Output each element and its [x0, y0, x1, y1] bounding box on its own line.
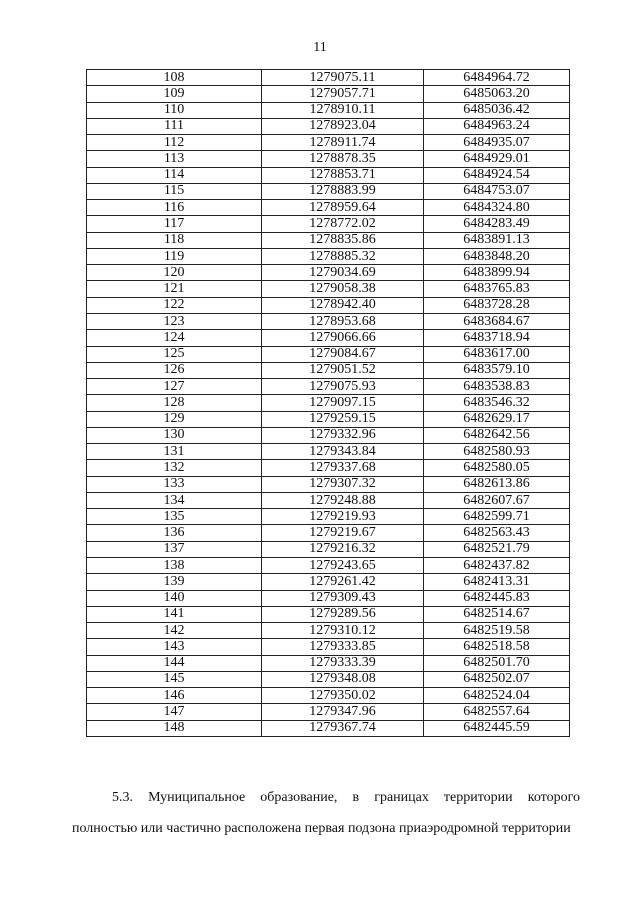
point-number-cell: 114 — [87, 167, 262, 183]
point-number-cell: 115 — [87, 183, 262, 199]
y-coordinate-cell: 6483684.67 — [423, 313, 569, 329]
y-coordinate-cell: 6482613.86 — [423, 476, 569, 492]
x-coordinate-cell: 1279367.74 — [262, 720, 424, 736]
x-coordinate-cell: 1278885.32 — [262, 248, 424, 264]
x-coordinate-cell: 1279347.96 — [262, 704, 424, 720]
x-coordinate-cell: 1279333.39 — [262, 655, 424, 671]
table-row — [87, 330, 570, 346]
coordinates-table — [86, 69, 570, 737]
point-number-cell: 112 — [87, 135, 262, 151]
y-coordinate-cell: 6482445.83 — [423, 590, 569, 606]
table-row — [87, 232, 570, 248]
table-row — [87, 248, 570, 264]
point-number-cell: 125 — [87, 346, 262, 362]
point-number-cell: 130 — [87, 427, 262, 443]
x-coordinate-cell: 1279248.88 — [262, 492, 424, 508]
y-coordinate-cell: 6482437.82 — [423, 557, 569, 573]
y-coordinate-cell: 6482642.56 — [423, 427, 569, 443]
x-coordinate-cell: 1278835.86 — [262, 232, 424, 248]
point-number-cell: 142 — [87, 623, 262, 639]
y-coordinate-cell: 6483728.28 — [423, 297, 569, 313]
x-coordinate-cell: 1278910.11 — [262, 102, 424, 118]
y-coordinate-cell: 6484283.49 — [423, 216, 569, 232]
table-row — [87, 167, 570, 183]
x-coordinate-cell: 1279307.32 — [262, 476, 424, 492]
y-coordinate-cell: 6484964.72 — [423, 70, 569, 86]
table-row — [87, 557, 570, 573]
table-row — [87, 541, 570, 557]
coordinates-table-body — [87, 70, 570, 737]
point-number-cell: 123 — [87, 313, 262, 329]
point-number-cell: 141 — [87, 606, 262, 622]
x-coordinate-cell: 1279219.93 — [262, 509, 424, 525]
point-number-cell: 111 — [87, 118, 262, 134]
table-row — [87, 509, 570, 525]
point-number-cell: 136 — [87, 525, 262, 541]
table-row — [87, 411, 570, 427]
y-coordinate-cell: 6482502.07 — [423, 671, 569, 687]
y-coordinate-cell: 6482518.58 — [423, 639, 569, 655]
y-coordinate-cell: 6484924.54 — [423, 167, 569, 183]
table-row — [87, 102, 570, 118]
x-coordinate-cell: 1278923.04 — [262, 118, 424, 134]
y-coordinate-cell: 6484324.80 — [423, 200, 569, 216]
point-number-cell: 145 — [87, 671, 262, 687]
x-coordinate-cell: 1279243.65 — [262, 557, 424, 573]
table-row — [87, 265, 570, 281]
point-number-cell: 119 — [87, 248, 262, 264]
point-number-cell: 131 — [87, 444, 262, 460]
y-coordinate-cell: 6482563.43 — [423, 525, 569, 541]
y-coordinate-cell: 6482524.04 — [423, 688, 569, 704]
point-number-cell: 122 — [87, 297, 262, 313]
x-coordinate-cell: 1279066.66 — [262, 330, 424, 346]
x-coordinate-cell: 1279348.08 — [262, 671, 424, 687]
table-row — [87, 655, 570, 671]
x-coordinate-cell: 1279051.52 — [262, 362, 424, 378]
x-coordinate-cell: 1278878.35 — [262, 151, 424, 167]
y-coordinate-cell: 6482580.05 — [423, 460, 569, 476]
table-row — [87, 492, 570, 508]
table-row — [87, 574, 570, 590]
table-row — [87, 346, 570, 362]
table-row — [87, 200, 570, 216]
x-coordinate-cell: 1279261.42 — [262, 574, 424, 590]
table-row — [87, 379, 570, 395]
x-coordinate-cell: 1278953.68 — [262, 313, 424, 329]
x-coordinate-cell: 1278911.74 — [262, 135, 424, 151]
y-coordinate-cell: 6482599.71 — [423, 509, 569, 525]
y-coordinate-cell: 6482445.59 — [423, 720, 569, 736]
x-coordinate-cell: 1278853.71 — [262, 167, 424, 183]
x-coordinate-cell: 1278772.02 — [262, 216, 424, 232]
x-coordinate-cell: 1279350.02 — [262, 688, 424, 704]
table-row — [87, 590, 570, 606]
x-coordinate-cell: 1279337.68 — [262, 460, 424, 476]
x-coordinate-cell: 1279343.84 — [262, 444, 424, 460]
x-coordinate-cell: 1279289.56 — [262, 606, 424, 622]
table-row — [87, 151, 570, 167]
x-coordinate-cell: 1279075.11 — [262, 70, 424, 86]
point-number-cell: 120 — [87, 265, 262, 281]
y-coordinate-cell: 6485036.42 — [423, 102, 569, 118]
point-number-cell: 148 — [87, 720, 262, 736]
point-number-cell: 132 — [87, 460, 262, 476]
table-row — [87, 281, 570, 297]
point-number-cell: 144 — [87, 655, 262, 671]
x-coordinate-cell: 1279057.71 — [262, 86, 424, 102]
section-5-3-paragraph-line-1: 5.3. Муниципальное образование, в границах территории которого — [112, 790, 580, 805]
x-coordinate-cell: 1278942.40 — [262, 297, 424, 313]
y-coordinate-cell: 6483718.94 — [423, 330, 569, 346]
y-coordinate-cell: 6484935.07 — [423, 135, 569, 151]
point-number-cell: 146 — [87, 688, 262, 704]
table-row — [87, 639, 570, 655]
y-coordinate-cell: 6482557.64 — [423, 704, 569, 720]
point-number-cell: 134 — [87, 492, 262, 508]
table-row — [87, 395, 570, 411]
table-row — [87, 135, 570, 151]
y-coordinate-cell: 6483848.20 — [423, 248, 569, 264]
table-row — [87, 118, 570, 134]
table-row — [87, 720, 570, 736]
table-row — [87, 86, 570, 102]
y-coordinate-cell: 6484963.24 — [423, 118, 569, 134]
x-coordinate-cell: 1279219.67 — [262, 525, 424, 541]
y-coordinate-cell: 6483765.83 — [423, 281, 569, 297]
point-number-cell: 135 — [87, 509, 262, 525]
y-coordinate-cell: 6482580.93 — [423, 444, 569, 460]
point-number-cell: 109 — [87, 86, 262, 102]
x-coordinate-cell: 1279309.43 — [262, 590, 424, 606]
table-row — [87, 70, 570, 86]
point-number-cell: 147 — [87, 704, 262, 720]
table-row — [87, 623, 570, 639]
x-coordinate-cell: 1279034.69 — [262, 265, 424, 281]
x-coordinate-cell: 1279332.96 — [262, 427, 424, 443]
x-coordinate-cell: 1279333.85 — [262, 639, 424, 655]
point-number-cell: 143 — [87, 639, 262, 655]
point-number-cell: 129 — [87, 411, 262, 427]
point-number-cell: 108 — [87, 70, 262, 86]
point-number-cell: 138 — [87, 557, 262, 573]
y-coordinate-cell: 6483617.00 — [423, 346, 569, 362]
x-coordinate-cell: 1279058.38 — [262, 281, 424, 297]
table-row — [87, 362, 570, 378]
y-coordinate-cell: 6482514.67 — [423, 606, 569, 622]
table-row — [87, 671, 570, 687]
point-number-cell: 121 — [87, 281, 262, 297]
y-coordinate-cell: 6482501.70 — [423, 655, 569, 671]
table-row — [87, 704, 570, 720]
y-coordinate-cell: 6483579.10 — [423, 362, 569, 378]
point-number-cell: 126 — [87, 362, 262, 378]
point-number-cell: 133 — [87, 476, 262, 492]
y-coordinate-cell: 6483538.83 — [423, 379, 569, 395]
x-coordinate-cell: 1279216.32 — [262, 541, 424, 557]
x-coordinate-cell: 1278959.64 — [262, 200, 424, 216]
table-row — [87, 297, 570, 313]
table-row — [87, 216, 570, 232]
x-coordinate-cell: 1279259.15 — [262, 411, 424, 427]
x-coordinate-cell: 1278883.99 — [262, 183, 424, 199]
y-coordinate-cell: 6482629.17 — [423, 411, 569, 427]
table-row — [87, 606, 570, 622]
point-number-cell: 116 — [87, 200, 262, 216]
page-number: 11 — [313, 40, 327, 55]
point-number-cell: 139 — [87, 574, 262, 590]
point-number-cell: 137 — [87, 541, 262, 557]
y-coordinate-cell: 6482607.67 — [423, 492, 569, 508]
table-row — [87, 476, 570, 492]
y-coordinate-cell: 6484929.01 — [423, 151, 569, 167]
y-coordinate-cell: 6483546.32 — [423, 395, 569, 411]
table-row — [87, 460, 570, 476]
table-row — [87, 444, 570, 460]
y-coordinate-cell: 6482413.31 — [423, 574, 569, 590]
x-coordinate-cell: 1279075.93 — [262, 379, 424, 395]
y-coordinate-cell: 6482521.79 — [423, 541, 569, 557]
point-number-cell: 124 — [87, 330, 262, 346]
point-number-cell: 127 — [87, 379, 262, 395]
x-coordinate-cell: 1279097.15 — [262, 395, 424, 411]
y-coordinate-cell: 6483899.94 — [423, 265, 569, 281]
section-5-3-paragraph-line-2: полностью или частично расположена первая подзона приаэродромной территории — [72, 821, 571, 836]
table-row — [87, 183, 570, 199]
point-number-cell: 117 — [87, 216, 262, 232]
point-number-cell: 118 — [87, 232, 262, 248]
x-coordinate-cell: 1279310.12 — [262, 623, 424, 639]
point-number-cell: 128 — [87, 395, 262, 411]
x-coordinate-cell: 1279084.67 — [262, 346, 424, 362]
y-coordinate-cell: 6483891.13 — [423, 232, 569, 248]
table-row — [87, 313, 570, 329]
y-coordinate-cell: 6484753.07 — [423, 183, 569, 199]
point-number-cell: 113 — [87, 151, 262, 167]
point-number-cell: 110 — [87, 102, 262, 118]
table-row — [87, 427, 570, 443]
table-row — [87, 688, 570, 704]
y-coordinate-cell: 6485063.20 — [423, 86, 569, 102]
table-row — [87, 525, 570, 541]
y-coordinate-cell: 6482519.58 — [423, 623, 569, 639]
point-number-cell: 140 — [87, 590, 262, 606]
